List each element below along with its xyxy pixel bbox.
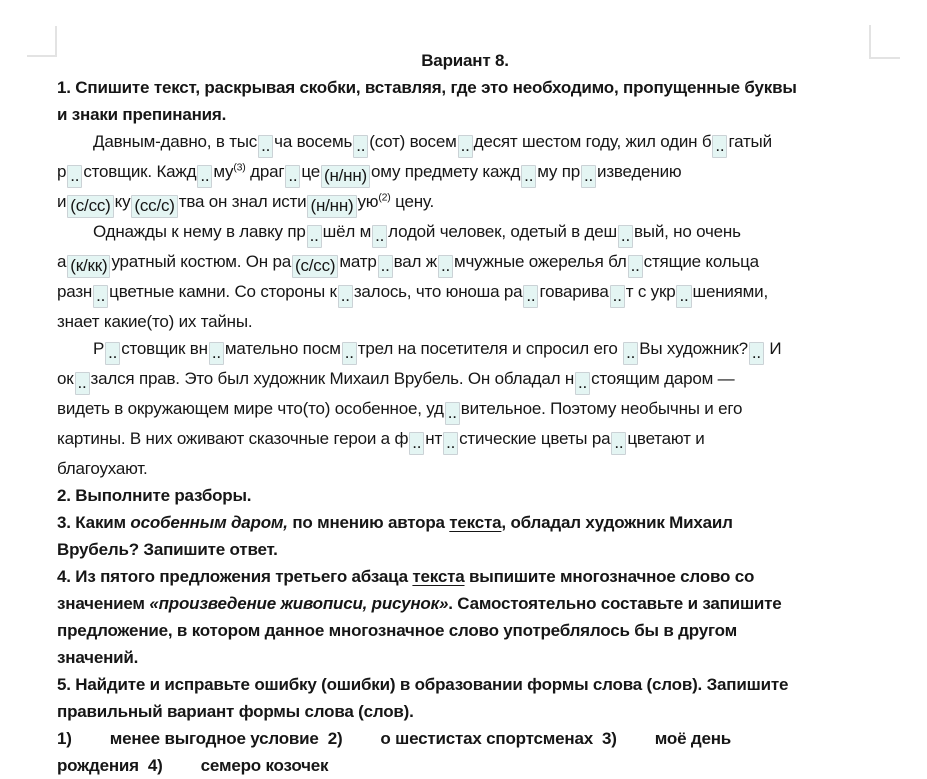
answer-options-line [57,752,873,779]
text-segment: Р [93,339,105,358]
text-segment: выпишите многозначное слово со [464,567,755,586]
text-segment: цену. [390,192,435,211]
text-segment: ую [357,192,379,211]
gap-field: .. [458,135,473,158]
text-segment: , обладал художник Михаил [501,513,733,532]
text-line [57,128,873,158]
text-segment: драг [245,162,285,181]
text-segment: 5. Найдите и исправьте ошибку (ошибки) в образовании формы слова (слов). Запишите [57,675,789,694]
text-segment: цветают и [627,429,705,448]
text-segment: шёл м [322,222,372,241]
gap-field: .. [749,342,764,365]
gap-field: .. [353,135,368,158]
text-segment: менее выгодное условие 2) [109,729,343,748]
gap-field: .. [342,342,357,365]
gap-field: .. [307,225,322,248]
text-segment: 2. Выполните разборы. [57,486,252,505]
text-segment: картины. В них оживают сказочные герои а ф [57,429,409,448]
task-4-line [57,644,873,671]
text-segment: лодой человек, одетый в деш [388,222,617,241]
text-segment: а [57,252,67,271]
text-segment: и знаки препинания. [57,105,227,124]
gap-field: .. [372,225,387,248]
task-3-line [57,509,873,536]
text-segment: Однажды к нему в лавку пр [93,222,306,241]
gap-field: .. [438,255,453,278]
text-segment: стовщик вн [121,339,208,358]
text-segment: ку [114,192,131,211]
text-line [57,308,873,335]
text-segment: стоящим даром — [591,369,735,388]
underlined-segment: текста [449,513,502,532]
gap-field: .. [712,135,727,158]
text-segment: шениями, [692,282,768,301]
task-3-line [57,536,873,563]
gap-field: (к/кк) [67,255,110,278]
italic-segment: «произведение живописи, рисунок» [149,594,449,613]
text-line [57,365,873,395]
task-1-line [57,101,873,128]
text-segment: т с укр [625,282,676,301]
gap-field: .. [75,372,90,395]
gap-field: .. [258,135,273,158]
text-segment: десят шестом году, жил один б [473,132,712,151]
text-segment: Вы художник? [639,339,748,358]
text-segment: му пр [537,162,580,181]
text-segment: стические цветы ра [459,429,611,448]
text-segment: ча восемь [274,132,353,151]
gap-field: (с/сс) [67,195,113,218]
gap-field: .. [409,432,424,455]
gap-field: (сс/с) [131,195,177,218]
variant-title [57,47,873,74]
gap-field: .. [209,342,224,365]
text-line [57,248,873,278]
gap-field: .. [443,432,458,455]
text-segment: гатый [728,132,772,151]
superscript-ref: (3) [233,161,246,174]
gap-field: .. [628,255,643,278]
text-segment: благоухают. [57,459,148,478]
text-segment: предложение, в котором данное многозначное слово употреблялось бы в другом [57,621,737,640]
text-segment: значением [57,594,150,613]
superscript-ref: (2) [378,191,391,204]
gap-field: .. [610,285,625,308]
task-4-line [57,563,873,590]
text-segment: значений. [57,648,139,667]
text-segment: . Самостоятельно составьте и запишите [448,594,782,613]
gap-field: .. [521,165,536,188]
text-line [57,278,873,308]
text-segment: вительное. Поэтому необычны и его [460,399,743,418]
corner-mark-top-left [27,26,57,57]
text-segment: ому предмету кажд [371,162,521,181]
text-segment: о шестистах спортсменах 3) [380,729,617,748]
text-segment: мчужные ожерелья бл [454,252,627,271]
text-segment: вый, но очень [633,222,741,241]
gap-field: .. [105,342,120,365]
text-segment: и [57,192,67,211]
text-segment: 4. Из пятого предложения третьего абзаца [57,567,413,586]
text-segment: И [764,339,782,358]
gap-field: .. [445,402,460,425]
text-segment: правильный вариант формы слова (слов). [57,702,414,721]
text-segment: Вариант 8. [421,51,509,70]
text-line [57,335,873,365]
text-segment: цветные камни. Со стороны к [109,282,337,301]
text-segment: 1) [57,729,72,748]
text-segment: знает какие(то) их тайны. [57,312,253,331]
text-segment: изведению [597,162,682,181]
task-2-line [57,482,873,509]
gap-field: .. [67,165,82,188]
task-4-line [57,590,873,617]
gap-field: .. [378,255,393,278]
text-segment: ок [57,369,74,388]
text-segment: разн [57,282,93,301]
text-segment: видеть в окружающем мире что(то) особенное, уд [57,399,444,418]
text-segment: (сот) восем [369,132,457,151]
text-segment: семеро козочек [200,756,329,775]
text-line [57,455,873,482]
task-5-line [57,671,873,698]
corner-mark-top-right [869,25,900,59]
gap-field: .. [523,285,538,308]
text-line [57,395,873,425]
text-line [57,425,873,455]
text-segment: зался прав. Это был художник Михаил Врубель. Он обладал н [90,369,575,388]
text-segment: Врубель? Запишите ответ. [57,540,278,559]
text-segment: уратный костюм. Он ра [111,252,292,271]
text-segment: матр [339,252,377,271]
text-segment: трел на посетителя и спросил его [357,339,623,358]
exam-document [57,47,873,779]
text-segment: стящие кольца [643,252,759,271]
text-segment: мательно посм [224,339,341,358]
gap-field: .. [93,285,108,308]
gap-field: .. [618,225,633,248]
text-segment: говарива [539,282,609,301]
gap-field: .. [285,165,300,188]
gap-field: .. [676,285,691,308]
text-segment: залось, что юноша ра [353,282,523,301]
text-segment: рождения 4) [57,756,163,775]
text-segment: по мнению автора [287,513,450,532]
gap-field: (с/сс) [292,255,338,278]
gap-field: (н/нн) [307,195,356,218]
italic-segment: особенным даром, [130,513,288,532]
text-line [57,158,873,188]
underlined-segment: текста [412,567,465,586]
text-segment: Давным-давно, в тыс [93,132,258,151]
task-4-line [57,617,873,644]
text-segment: му [213,162,234,181]
text-line [57,188,873,218]
text-line [57,218,873,248]
text-segment: нт [425,429,443,448]
gap-field: .. [623,342,638,365]
gap-field: (н/нн) [321,165,370,188]
text-segment: моё день [654,729,732,748]
task-1-line [57,74,873,101]
text-segment: стовщик. Кажд [83,162,197,181]
gap-field: .. [611,432,626,455]
text-segment: р [57,162,67,181]
gap-field: .. [575,372,590,395]
text-segment: тва он знал исти [178,192,307,211]
answer-options-line [57,725,873,752]
gap-field: .. [581,165,596,188]
text-segment: вал ж [393,252,437,271]
text-segment: це [301,162,320,181]
gap-field: .. [197,165,212,188]
task-5-line [57,698,873,725]
text-segment: 1. Спишите текст, раскрывая скобки, вставляя, где это необходимо, пропущенные буквы [57,78,797,97]
text-segment: 3. Каким [57,513,131,532]
gap-field: .. [338,285,353,308]
